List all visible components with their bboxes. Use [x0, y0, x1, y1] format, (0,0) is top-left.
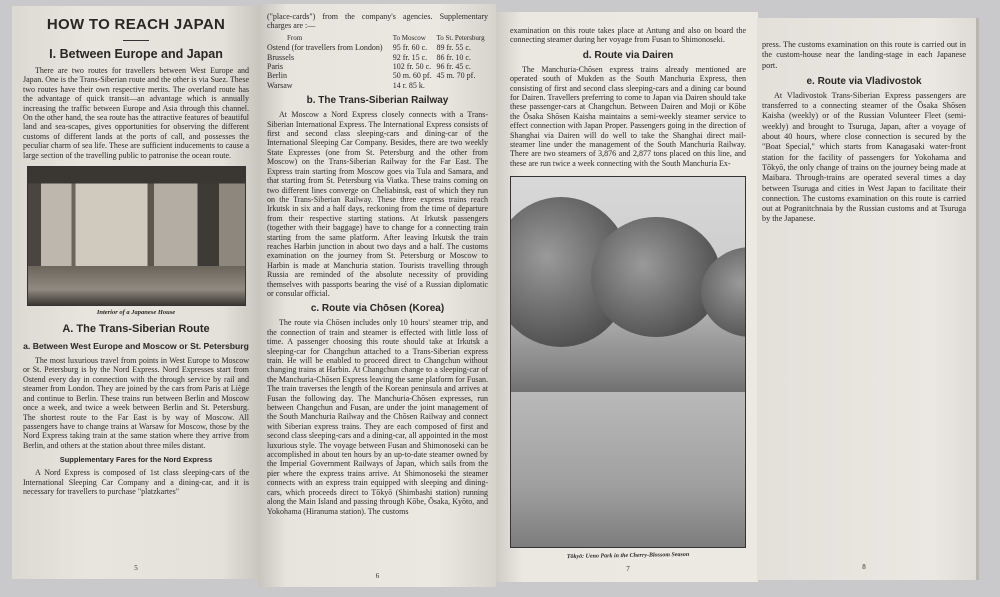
table-cell: 96 fr. 45 c.: [436, 62, 471, 72]
column-header: To Moscow: [392, 33, 426, 42]
page-5: [12, 6, 259, 579]
table-cell: Paris: [267, 62, 283, 72]
table-row: [267, 71, 488, 80]
table-cell: 86 fr. 10 c.: [436, 52, 471, 62]
table-cell: Brussels: [267, 52, 295, 62]
table-row: [267, 43, 488, 52]
table-row: [267, 81, 488, 90]
photo-caption: Interior of a Japanese House: [96, 309, 176, 317]
page-8: [757, 18, 979, 580]
subsection-heading: e. Route via Vladivostok: [806, 75, 922, 87]
page-number: 6: [375, 572, 380, 580]
table-cell: 14 r. 85 k.: [392, 80, 425, 90]
page-number: 5: [134, 564, 138, 572]
table-cell: 50 m. 60 pf.: [392, 71, 432, 81]
subsection-heading: d. Route via Dairen: [582, 49, 674, 61]
paragraph: The most luxurious travel from points in West Europe to Moscow or St. Petersburg is by the Nord Express. Nord Expresses start from Ostend every day in connection with the through service by rail and steamer from London. They are joined by the cars from Paris at Liège and continue to Berlin. These trains run between Berlin and Moscow once a week, and twice a week between Berlin and St. Petersburg. The shortest route to the Far East is by way of Moscow. All passengers have to change trains at Warsaw for Moscow, those by the Nord Express taking train at the same station where they arrive from Berlin, and others at the station about three miles distant.: [23, 356, 249, 450]
paragraph: At Vladivostok Trans-Siberian Express passengers are transferred to a connecting steamer of the Ōsaka Shōsen Kaisha (weekly) or of the Russian Volunteer Fleet (semi-weekly) and brought to Tsuruga, Japan, after a voyage of about 40 hours, where close connection is secured by the "Boat Special," which starts from Kanagasaki water-front station for the facility of passengers for Yokohama and Tōkyō, the only change of trains on the journey being made at Maibara. Through-trains are operated several times a day between Tsuruga and cities in West Japan to facilitate their connection. The customs examination on this route is carried out at Pogranitchnaia by the Russian customs and at Tsuruga by the Japanese.: [762, 90, 966, 224]
section-heading: I. Between Europe and Japan: [49, 47, 223, 61]
paragraph: ("place-cards") from the company's agencies. Supplementary charges are :—: [267, 12, 488, 31]
paragraph: At Moscow a Nord Express closely connects with a Trans-Siberian International Express. The International Express consists of first and second class sleeping-cars and dining-car of the International Sleeping Car Company. Besides, there are two weekly State Expresses (one from St. Petersburg and the other from Moscow) on the Trans-Siberian Railway for the Far East. The Express train starting from Moscow goes via Tula and Samara, and that starting from St. Petersburg via Viatka. These trains coming on two different lines converge on Cheliabinsk, east of which they run on the Trans-Siberian Railway. These three express trains reach Irkutsk in six and a half days, reckoning from the time of departure from their respective starting stations. At Irkutsk passengers (together with their baggage) have to change for a connecting train starting from the same platform. After leaving Irkutsk the train reaches Harbin junction in about two days and a half. The customs examination on the journey from St. Petersburg or Moscow to Harbin is made at Manchuria station. Tourists travelling through Russia are reminded of the absolute necessity of providing themselves with passports bearing the visé of a Russian diplomatic or consular official.: [267, 110, 488, 298]
section-heading: A. The Trans-Siberian Route: [62, 323, 210, 336]
table-row: [267, 62, 488, 71]
column-header: To St. Petersburg: [436, 33, 485, 42]
subheading: Supplementary Fares for the Nord Express: [59, 455, 213, 465]
page-5-lower-column: [23, 306, 249, 496]
paragraph: A Nord Express is composed of 1st class sleeping-cars of the International Sleeping Car Company and a dining-car, and it is necessary for travellers to purchase "platzkartes": [23, 468, 249, 496]
table-cell: 92 fr. 15 c.: [392, 52, 428, 62]
intro-paragraph: There are two routes for travellers between West Europe and Japan. One is the Trans-Siberian route and the other is via Suez. These two routes have their own respective merits. The overland route has the advantage of quick transit—an advantage which is annually increasing the traffic between Europe and Asia through this channel. On the other hand, the sea route has the attractive features of beautiful land and sea-scapes, gives opportunities for observing the different customs of different lands at the ports of call, and possesses the peculiar charm of sea life. These are sufficient inducements to cause a large section of the travelling public to patronise the ocean route.: [23, 66, 249, 160]
paragraph: examination on this route takes place at Antung and also on board the connecting steamer during her voyage from Fusan to Shimonoseki.: [510, 26, 746, 45]
table-cell: Ostend (for travellers from London): [267, 43, 383, 53]
title-divider: [123, 40, 149, 41]
table-cell: [436, 81, 488, 90]
ueno-park-photo: [510, 176, 746, 548]
table-cell: Warsaw: [267, 80, 293, 90]
photo-caption: Tōkyō: Ueno Park in the Cherry-Blossom Season: [566, 551, 690, 561]
paragraph: The Manchuria-Chōsen express trains already mentioned are operated south of Mukden as the South Manchuria Express, then consisting of first and second class sleeping-cars and a dining car bound for Dairen. Travellers preferring to come to Japan via Dairen should take these passenger-cars at Changchun. Between Dairen and Moji or Kōbe the Ōsaka Shōsen Kaisha maintains a semi-weekly steamer service to effect connection with Japan Proper. Passengers going in the direction of Shanghai via Dairen will do well to take the Shanghai direct mail-steamer line under the management of the South Manchuria Railway. There are two steamers of 3,876 and 2,877 tons placed on this line, and these are run twice a week connecting with the South Manchuria Ex-: [510, 64, 746, 168]
booklet-title: HOW TO REACH JAPAN: [46, 16, 226, 33]
paragraph: press. The customs examination on this route is carried out in the custom-house near the landing-stage in each Japanese port.: [762, 40, 966, 70]
column-header: From: [287, 33, 303, 42]
page-number: 8: [862, 563, 866, 571]
fares-table: [267, 34, 488, 90]
page-5-column: [23, 16, 249, 160]
table-cell: 45 m. 70 pf.: [436, 71, 476, 81]
table-row: [267, 53, 488, 62]
table-header-row: [267, 34, 488, 43]
page-8-column: [762, 40, 966, 225]
table-cell: Berlin: [267, 71, 287, 81]
japanese-house-photo: [27, 166, 246, 306]
page-6: [258, 4, 496, 587]
table-cell: 89 fr. 55 c.: [436, 43, 471, 53]
page-number: 7: [626, 565, 630, 573]
subsection-heading: a. Between West Europe and Moscow or St. Petersburg: [23, 341, 249, 352]
page-7: [496, 12, 758, 582]
table-cell: 95 fr. 60 c.: [392, 43, 428, 53]
paragraph: The route via Chōsen includes only 10 hours' steamer trip, and the connection of train and steamer is effected with little loss of time. A passenger choosing this route should take at Irkutsk a sleeping-car for Changchun attached to a Trans-Siberian express train. He will be enabled to proceed direct to Changchun without changing trains at Harbin. At Changchun change to a sleeping-car of the Manchuria-Chōsen Express leaving the same platform for Fusan. The train traverses the length of the Korean peninsula and arrives at Fusan the following day. The Manchuria-Chōsen expresses, run between Changchun and Fusan, are under the joint management of the South Manchuria Railway and the Chōsen Railway and connect with Siberian express trains. They are each composed of first and second class sleeping-cars and a dining-car, all appointed in the most luxurious style. The voyage between Fusan and Shimonoseki can be accomplished in about ten hours by an up-to-date steamer owned by the Imperial Government Railways of Japan, which sails from the pier where the express trains arrive. At Shimonoseki the steamer connects with an express train equipped with sleeping and dining-cars, which proceeds direct to Tōkyō (Shimbashi station) running along the Main Island and passing through Kōbe, Ōsaka, Kyōto, and Yokohama (Hiranuma station). The customs: [267, 318, 488, 516]
page-6-column: [267, 12, 488, 516]
subsection-heading: b. The Trans-Siberian Railway: [306, 95, 449, 107]
table-cell: 102 fr. 50 c.: [392, 62, 432, 72]
subsection-heading: c. Route via Chōsen (Korea): [310, 303, 445, 315]
page-7-column: [510, 26, 746, 168]
